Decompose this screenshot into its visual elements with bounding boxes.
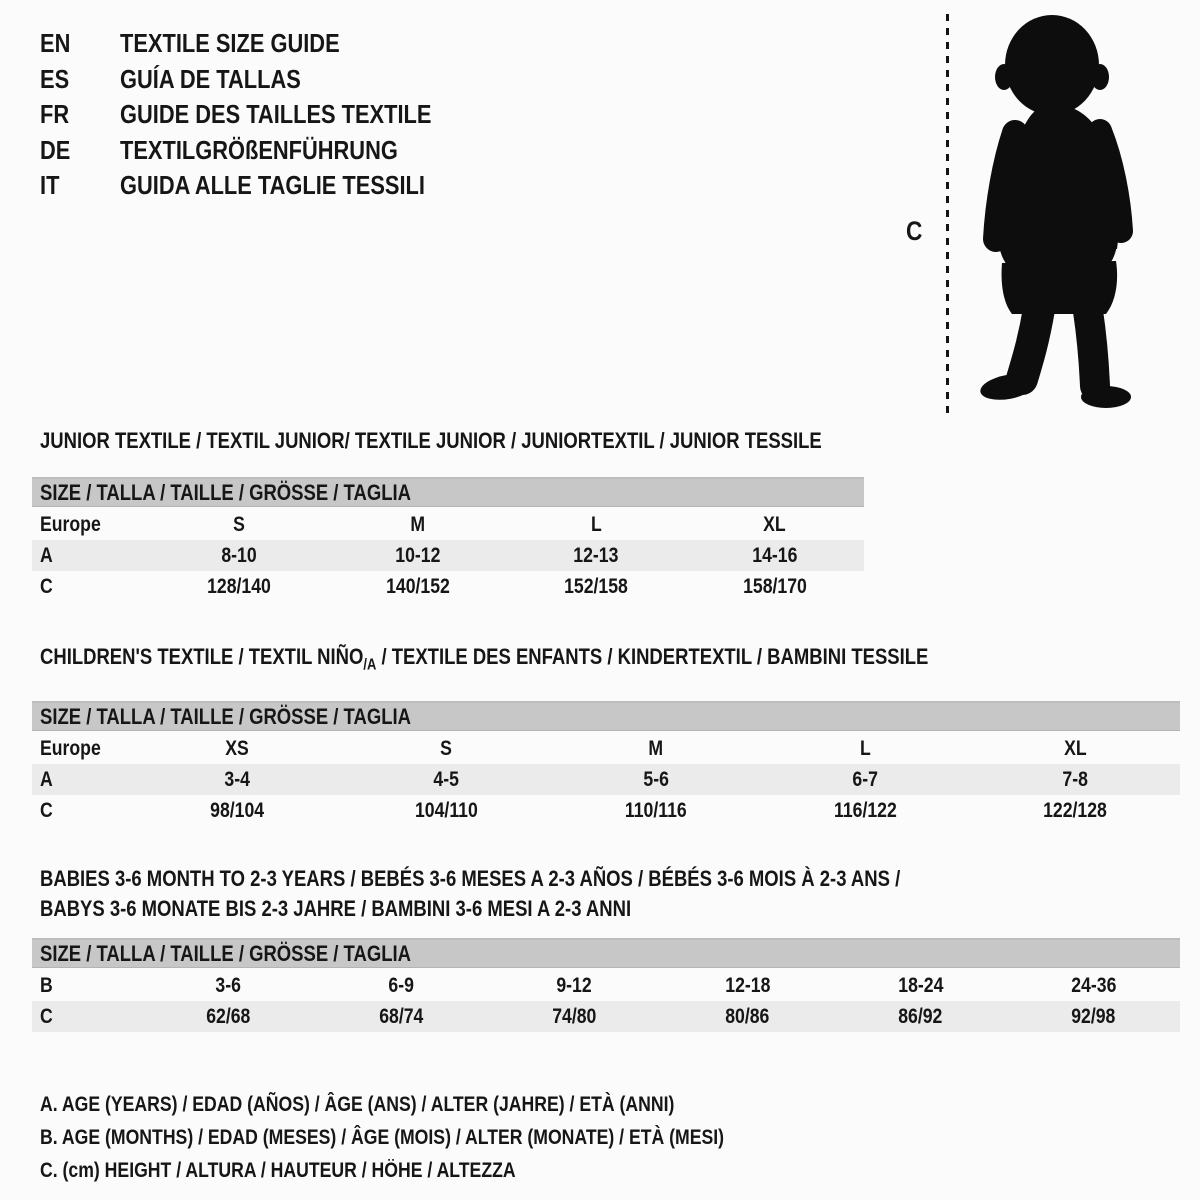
size-cell: 128/140 <box>207 574 272 598</box>
size-guide-content <box>32 428 1180 1187</box>
language-row-en <box>40 26 491 62</box>
size-cell: S <box>233 512 246 536</box>
language-row-de <box>40 133 491 169</box>
babies-section-title-line1: BABIES 3-6 MONTH TO 2-3 YEARS / BEBÉS 3-6 MESES A 2-3 AÑOS / BÉBÉS 3-6 MOIS À 2-3 ANS / <box>40 866 901 892</box>
language-row-it <box>40 168 491 204</box>
table-row <box>32 795 1180 826</box>
size-cell: 110/116 <box>625 798 687 822</box>
size-cell: S <box>440 736 453 760</box>
children-section-title: CHILDREN'S TEXTILE / TEXTIL $NIÑO_{/A}$ / TEXTILE DES ENFANTS / KINDERTEXTIL / BAMBINI TESSILE <box>40 644 929 674</box>
babies-size-header-bar <box>32 938 1180 968</box>
guide-title-it: GUIDA ALLE TAGLIE TESSILI <box>120 170 425 200</box>
legend-age-years: A. AGE (YEARS) / EDAD (AÑOS) / ÂGE (ANS) / ALTER (JAHRE) / ETÀ (ANNI) <box>40 1093 675 1117</box>
size-header-label: SIZE / TALLA / TAILLE / GRÖSSE / TAGLIA <box>40 703 411 729</box>
junior-size-table <box>32 509 1180 602</box>
guide-title-de: TEXTILGRÖßENFÜHRUNG <box>120 134 398 165</box>
size-cell: XL <box>763 512 787 536</box>
guide-title-es: GUÍA DE TALLAS <box>120 63 301 94</box>
size-cell: 18-24 <box>897 973 944 997</box>
row-label: C <box>40 574 53 598</box>
language-title-list <box>40 26 491 204</box>
babies-section-title-line2: BABYS 3-6 MONATE BIS 2-3 JAHRE / BAMBINI 3-6 MESI A 2-3 ANNI <box>40 896 632 922</box>
size-cell: 9-12 <box>556 973 593 997</box>
size-cell: 24-36 <box>1070 973 1117 997</box>
size-cell: 140/152 <box>385 574 450 598</box>
table-row <box>32 540 864 571</box>
language-code: ES <box>40 63 70 94</box>
size-cell: 4-5 <box>433 767 460 791</box>
legend-height-cm: C. (cm) HEIGHT / ALTURA / HAUTEUR / HÖHE / ALTEZZA <box>40 1159 516 1183</box>
language-row-fr <box>40 97 491 133</box>
size-cell: 12-18 <box>724 973 771 997</box>
table-row <box>32 571 864 602</box>
size-cell: 158/170 <box>742 574 807 598</box>
children-section <box>32 644 1180 826</box>
table-row <box>32 733 1180 764</box>
size-cell: 74/80 <box>552 1004 597 1028</box>
size-cell: M <box>410 512 426 536</box>
size-cell: 12-13 <box>573 543 619 567</box>
table-row <box>32 764 1180 795</box>
size-header-label: SIZE / TALLA / TAILLE / GRÖSSE / TAGLIA <box>40 479 411 505</box>
children-size-table <box>32 733 1180 826</box>
size-cell: L <box>860 736 871 760</box>
toddler-silhouette-image <box>960 12 1150 414</box>
size-cell: 6-7 <box>852 767 879 791</box>
size-cell: 5-6 <box>643 767 669 791</box>
size-cell: XS <box>225 736 249 760</box>
table-row <box>32 970 1180 1001</box>
size-cell: 80/86 <box>725 1004 770 1028</box>
size-cell: 104/110 <box>414 798 478 822</box>
size-cell: 7-8 <box>1062 767 1088 791</box>
junior-section-title: JUNIOR TEXTILE / TEXTIL JUNIOR/ TEXTILE JUNIOR / JUNIORTEXTIL / JUNIOR TESSILE <box>40 428 822 453</box>
size-cell: 86/92 <box>898 1004 943 1028</box>
height-dashed-line <box>946 14 949 416</box>
row-label: Europe <box>40 736 101 760</box>
junior-size-header-bar <box>32 477 864 507</box>
size-cell: 62/68 <box>206 1004 251 1028</box>
size-cell: 98/104 <box>209 798 264 822</box>
size-header-label: SIZE / TALLA / TAILLE / GRÖSSE / TAGLIA <box>40 940 411 966</box>
size-cell: XL <box>1063 736 1087 760</box>
language-code: IT <box>40 170 60 200</box>
size-cell: 92/98 <box>1071 1004 1116 1028</box>
size-cell: 14-16 <box>752 543 798 567</box>
size-cell: 10-12 <box>395 543 441 567</box>
language-code: DE <box>40 134 71 165</box>
table-row <box>32 509 864 540</box>
language-code: FR <box>40 99 70 129</box>
table-row <box>32 1001 1180 1032</box>
size-cell: 8-10 <box>221 543 257 567</box>
row-label: B <box>40 973 53 997</box>
size-cell: 3-6 <box>215 973 242 997</box>
babies-size-table <box>32 970 1180 1032</box>
row-label: A <box>40 543 53 567</box>
size-cell: L <box>590 512 602 536</box>
measure-legend <box>40 1088 1180 1187</box>
row-label: A <box>40 767 53 791</box>
row-label: C <box>40 798 53 822</box>
legend-age-months: B. AGE (MONTHS) / EDAD (MESES) / ÂGE (MOIS) / ALTER (MONATE) / ETÀ (MESI) <box>40 1126 725 1150</box>
babies-section <box>32 866 1180 1032</box>
size-cell: 3-4 <box>224 767 250 791</box>
junior-section <box>32 428 1180 602</box>
row-label: C <box>40 1004 53 1028</box>
size-cell: 68/74 <box>379 1004 424 1028</box>
language-row-es <box>40 62 491 98</box>
size-cell: 116/122 <box>834 798 897 822</box>
language-code: EN <box>40 28 71 58</box>
size-cell: M <box>648 736 664 760</box>
children-size-header-bar <box>32 701 1180 731</box>
height-measure-label: C <box>906 216 923 246</box>
guide-title-en: TEXTILE SIZE GUIDE <box>120 28 340 58</box>
size-cell: 122/128 <box>1043 798 1108 822</box>
size-cell: 6-9 <box>388 973 415 997</box>
guide-title-fr: GUIDE DES TAILLES TEXTILE <box>120 99 432 129</box>
nino-a-subscript: /A <box>363 656 377 674</box>
row-label: Europe <box>40 512 101 536</box>
size-cell: 152/158 <box>564 574 629 598</box>
